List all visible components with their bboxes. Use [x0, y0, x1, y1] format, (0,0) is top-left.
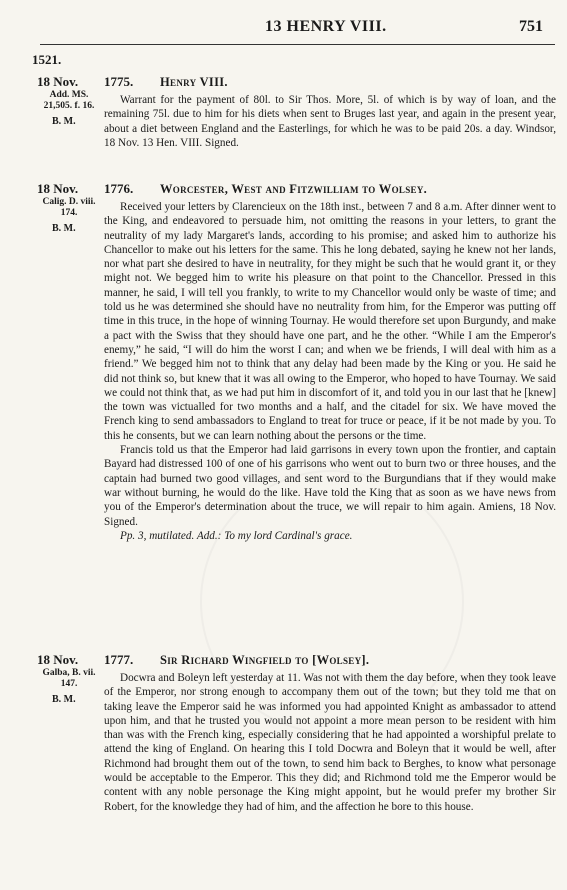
entry-title: Henry VIII. — [160, 75, 228, 89]
entry-number: 1776. — [104, 181, 134, 196]
source-label: B. M. — [52, 694, 76, 705]
entry-body — [104, 93, 556, 150]
entry-title: Sir Richard Wingfield to [Wolsey]. — [160, 653, 370, 667]
manuscript-reference: Add. MS. 21,505. f. 16. — [43, 90, 95, 111]
running-head: 13 HENRY VIII. — [265, 18, 387, 35]
header-rule — [40, 44, 555, 45]
source-label: B. M. — [52, 116, 76, 127]
entry-title: Worcester, West and Fitzwilliam to Wolsey. — [160, 182, 428, 196]
entry-date: 18 Nov. — [37, 74, 79, 89]
entry-note: Pp. 3, mutilated. Add.: To my lord Cardinal's grace. — [120, 529, 353, 542]
manuscript-reference: Galba, B. vii. 147. — [42, 668, 96, 689]
entry-date: 18 Nov. — [37, 652, 79, 667]
paragraph: Received your letters by Clarencieux on the 18th inst., between 7 and 8 a.m. After dinner went to the King, and endeavored to persuade him, not omitting the reasons in your letters, to grant the neutrality of my lady Margaret's lands, according to his promise; and asked him to authorize his Chancellor to make out his letters for the same. This he long debated, saying he knew not her lands, nor what part she desired to have in neutrality, for they might be such that he would grant it, or they might not. We begged him to write his pleasure on that point to the Chancellor. Pressed in this manner, he said, I will tell you frankly, to write to my Chancellor would only be waste of time; and told us he was determined she should have no neutrality from him, for the Emperor was putting off time in this truce, in the hope of winning Tournay. He would therefore set upon Burgundy, and make a pact with the Swiss that they should have one part, and he the other. “While I am the Emperor's enemy,” he said, “I will do him the worst I can; and when we be friends, I will deal with him as a friend.” We begged him not to think that any delay had been made by the King or you. He said he did not think so, but knew that it was all owing to the Emperor, who hoped to have Tournay. We said we could not think that, as we had put him in discomfort of it, and told you in our last that he [knew] the town was victualled for two months and a half, and the citadel for six. We have moved the French king to send ambassadors to England to treat for truce or peace, if it be not made by you. To this he consents, but we can learn nothing about the persons or the time. — [104, 201, 556, 442]
page-header — [0, 14, 567, 42]
paragraph: Docwra and Boleyn left yesterday at 11. Was not with them the day before, when they took leave of the Emperor, nor strong enough to accompany them out of the town; but they told me that on taking leave the Emperor said he was informed you had appointed Knight as ambassador to attend upon him, and that he trusted you would not appoint a more mean person to be resident with him than was with the French king, especially considering that he had appointed a worshipful prelate to attend the king of England. On hearing this I told Docwra and Boleyn that it would be well, after Richmond had brought them out of the town, to send him back to Berghes, to know what personage would be acceptable to the Emperor. This they did; and Richmond told me the Emperor would be content with any noble personage the King might appoint, but he would prefer my brother Sir Robert, for the knowledge they had of him, and the affection he bore to this house. — [104, 672, 556, 813]
paragraph: Francis told us that the Emperor had laid garrisons in every town upon the frontier, and captain Bayard had distressed 100 of one of his garrisons who went out to burn two or three houses, and the captain had burned two good villages, and sent word to the Burgundians that if they would make war without burning, he would do the like. Have told the King that as soon as we have news from you of the Emperor's determination about the truce, we will repair to him again. Amiens, 18 Nov. Signed. — [104, 444, 556, 528]
source-label: B. M. — [52, 223, 76, 234]
manuscript-reference: Calig. D. viii. 174. — [42, 197, 96, 218]
entry-body — [104, 671, 556, 814]
entry-date: 18 Nov. — [37, 181, 79, 196]
entry-body — [104, 200, 556, 543]
year-marker: 1521. — [32, 52, 62, 67]
entry-number: 1775. — [104, 74, 134, 89]
page-number: 751 — [519, 18, 543, 35]
entry-number: 1777. — [104, 652, 134, 667]
paragraph: Warrant for the payment of 80l. to Sir Thos. More, 5l. of which is by way of loan, and the remaining 75l. due to him for his diets when sent to Bruges last year, and again in the present year, about a diet between England and the Easterlings, for which he was to be paid 20s. a day. Windsor, 18 Nov. 13 Hen. VIII. Signed. — [104, 94, 556, 149]
